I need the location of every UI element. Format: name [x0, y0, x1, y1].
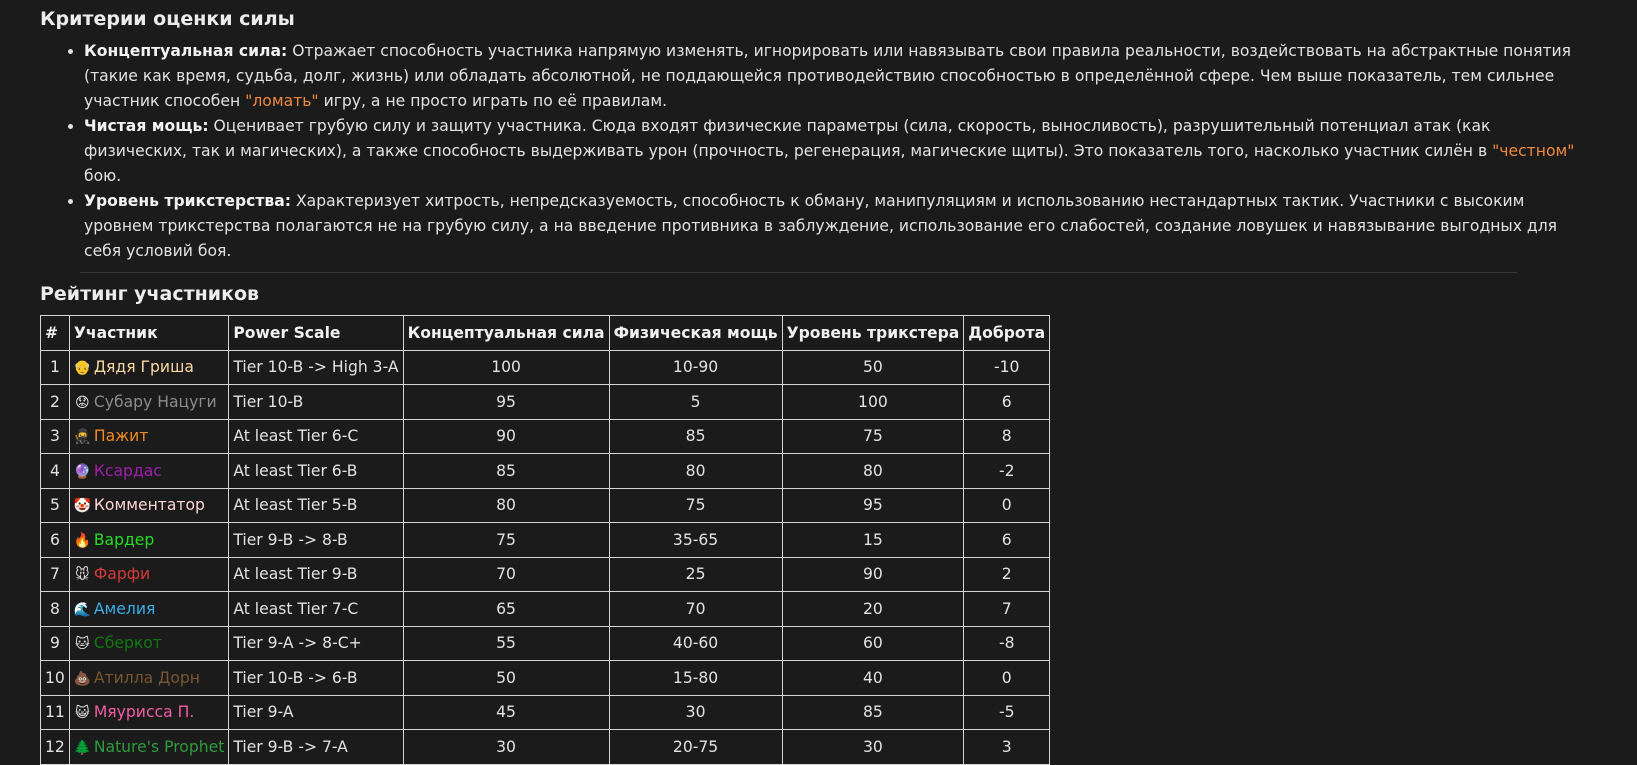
table-row: [41, 385, 1050, 420]
participant-name: Пажит: [93, 427, 149, 446]
participant-name: Дядя Гриша: [93, 358, 194, 377]
cell-participant: [69, 661, 228, 696]
poop-icon: 💩: [73, 670, 92, 687]
cell-kindness: 6: [964, 523, 1050, 558]
cell-participant: [69, 454, 228, 489]
cell-power-scale: Tier 9-B -> 7-A: [229, 730, 403, 765]
cell-participant: [69, 695, 228, 730]
mouse-icon: 🐭: [75, 567, 90, 584]
col-header-num: #: [41, 316, 70, 351]
cell-participant: [69, 385, 228, 420]
tree-icon: 🌲: [73, 739, 92, 756]
cell-physical: 30: [609, 695, 782, 730]
cell-trickster: 75: [782, 419, 964, 454]
cell-num: 2: [41, 385, 70, 420]
cell-participant: [69, 626, 228, 661]
participant-name: Nature's Prophet: [93, 737, 225, 756]
col-header-physical: Физическая мощь: [609, 316, 782, 351]
cat-face-icon: 😺: [75, 705, 90, 722]
cell-power-scale: At least Tier 9-B: [229, 557, 403, 592]
criteria-text-end: игру, а не просто играть по её правилам.: [318, 92, 668, 110]
cell-conceptual: 85: [403, 454, 609, 489]
cell-conceptual: 70: [403, 557, 609, 592]
cell-conceptual: 90: [403, 419, 609, 454]
cell-conceptual: 100: [403, 350, 609, 385]
criteria-item: [84, 189, 1597, 264]
cell-trickster: 90: [782, 557, 964, 592]
cell-participant: [69, 350, 228, 385]
criteria-item: [84, 39, 1597, 114]
cell-conceptual: 65: [403, 592, 609, 627]
criteria-highlight: "ломать": [245, 92, 319, 110]
participant-name: Ксардас: [93, 461, 162, 480]
cell-physical: 15-80: [609, 661, 782, 696]
cell-kindness: 2: [964, 557, 1050, 592]
cell-power-scale: Tier 10-B -> 6-B: [229, 661, 403, 696]
rating-heading: Рейтинг участников: [40, 283, 260, 305]
cell-kindness: -8: [964, 626, 1050, 661]
table-row: [41, 661, 1050, 696]
old-man-icon: 👴: [73, 360, 92, 377]
table-row: [41, 419, 1050, 454]
criteria-text: Отражает способность участника напрямую изменять, игнорировать или навязывать свои правила реальности, воздействовать на абстрактные понятия (такие как время, судьба, долг, жизнь) или обладать абсолютной, не поддающейся противодействию способностью в определённой сфере. Чем выше показатель, тем сильнее участник способен: [84, 42, 1572, 110]
table-row: [41, 592, 1050, 627]
cell-trickster: 30: [782, 730, 964, 765]
participant-name: Вардер: [93, 530, 155, 549]
participant-name: Фарфи: [93, 565, 151, 584]
cell-physical: 40-60: [609, 626, 782, 661]
cell-trickster: 100: [782, 385, 964, 420]
cell-kindness: 0: [964, 488, 1050, 523]
crystal-ball-icon: 🔮: [73, 463, 92, 480]
cell-conceptual: 50: [403, 661, 609, 696]
cell-num: 4: [41, 454, 70, 489]
participant-name: Атилла Дорн: [93, 668, 200, 687]
wave-icon: 🌊: [73, 601, 92, 618]
participant-name: Амелия: [93, 599, 156, 618]
table-row: [41, 626, 1050, 661]
cell-participant: [69, 730, 228, 765]
col-header-power-scale: Power Scale: [229, 316, 403, 351]
cell-trickster: 15: [782, 523, 964, 558]
cell-trickster: 80: [782, 454, 964, 489]
section-divider: [80, 272, 1517, 273]
cell-participant: [69, 419, 228, 454]
cell-trickster: 60: [782, 626, 964, 661]
col-header-conceptual: Концептуальная сила: [403, 316, 609, 351]
cell-trickster: 40: [782, 661, 964, 696]
cell-num: 12: [41, 730, 70, 765]
cell-trickster: 50: [782, 350, 964, 385]
cell-kindness: -10: [964, 350, 1050, 385]
cell-conceptual: 80: [403, 488, 609, 523]
cat-icon: 🐱: [75, 636, 90, 653]
cell-num: 11: [41, 695, 70, 730]
cell-power-scale: Tier 9-B -> 8-B: [229, 523, 403, 558]
ninja-icon: 🥷: [73, 429, 92, 446]
cell-num: 1: [41, 350, 70, 385]
col-header-kindness: Доброта: [964, 316, 1050, 351]
criteria-term: Уровень трикстерства:: [84, 192, 292, 210]
criteria-term: Чистая мощь:: [84, 117, 209, 135]
col-header-trickster: Уровень трикстера: [782, 316, 964, 351]
cell-participant: [69, 523, 228, 558]
cell-kindness: 7: [964, 592, 1050, 627]
clown-icon: 🤡: [73, 498, 92, 515]
criteria-text: Характеризует хитрость, непредсказуемость, способность к обману, манипуляциям и использованию нестандартных тактик. Участники с высоким уровнем трикстерства полагаются не на грубую силу, а на введение противника в заблуждение, использование его слабостей, создание ловушек и навязывание выгодных для себя условий боя.: [84, 192, 1558, 260]
table-row: [41, 695, 1050, 730]
table-row: [41, 488, 1050, 523]
cell-conceptual: 95: [403, 385, 609, 420]
cell-participant: [69, 488, 228, 523]
criteria-term: Концептуальная сила:: [84, 42, 288, 60]
participant-name: Сберкот: [93, 634, 162, 653]
cell-physical: 70: [609, 592, 782, 627]
cell-power-scale: Tier 10-B: [229, 385, 403, 420]
participant-name: Мяурисса П.: [93, 703, 195, 722]
cell-kindness: 0: [964, 661, 1050, 696]
table-header-row: [41, 316, 1050, 351]
cell-conceptual: 45: [403, 695, 609, 730]
criteria-heading: Критерии оценки силы: [40, 8, 295, 30]
cell-conceptual: 55: [403, 626, 609, 661]
cell-power-scale: Tier 10-B -> High 3-A: [229, 350, 403, 385]
table-row: [41, 523, 1050, 558]
cell-num: 5: [41, 488, 70, 523]
cell-trickster: 20: [782, 592, 964, 627]
table-row: [41, 730, 1050, 765]
cell-num: 9: [41, 626, 70, 661]
cell-kindness: 3: [964, 730, 1050, 765]
rating-table: [40, 315, 1050, 765]
worried-face-icon: 😟: [75, 394, 90, 411]
cell-physical: 85: [609, 419, 782, 454]
cell-power-scale: Tier 9-A: [229, 695, 403, 730]
criteria-item: [84, 114, 1597, 189]
cell-num: 8: [41, 592, 70, 627]
cell-conceptual: 30: [403, 730, 609, 765]
cell-power-scale: At least Tier 6-B: [229, 454, 403, 489]
cell-power-scale: At least Tier 6-C: [229, 419, 403, 454]
cell-physical: 10-90: [609, 350, 782, 385]
participant-name: Субару Нацуги: [93, 392, 217, 411]
table-row: [41, 557, 1050, 592]
criteria-text-end: бою.: [84, 167, 122, 185]
cell-physical: 25: [609, 557, 782, 592]
cell-physical: 20-75: [609, 730, 782, 765]
cell-conceptual: 75: [403, 523, 609, 558]
cell-num: 7: [41, 557, 70, 592]
table-row: [41, 350, 1050, 385]
cell-kindness: 6: [964, 385, 1050, 420]
cell-physical: 80: [609, 454, 782, 489]
cell-physical: 5: [609, 385, 782, 420]
cell-kindness: -2: [964, 454, 1050, 489]
criteria-highlight: "честном": [1492, 142, 1575, 160]
table-row: [41, 454, 1050, 489]
cell-participant: [69, 557, 228, 592]
cell-trickster: 95: [782, 488, 964, 523]
cell-num: 6: [41, 523, 70, 558]
cell-power-scale: At least Tier 5-B: [229, 488, 403, 523]
cell-power-scale: At least Tier 7-C: [229, 592, 403, 627]
cell-num: 3: [41, 419, 70, 454]
cell-participant: [69, 592, 228, 627]
col-header-participant: Участник: [69, 316, 228, 351]
fire-icon: 🔥: [73, 532, 92, 549]
cell-physical: 75: [609, 488, 782, 523]
criteria-text: Оценивает грубую силу и защиту участника. Сюда входят физические параметры (сила, скорость, выносливость), разрушительный потенциал атак (как физических, так и магических), а также способность выдерживать урон (прочность, регенерация, магические щиты). Это показатель того, насколько участник силён в: [84, 117, 1493, 160]
cell-power-scale: Tier 9-A -> 8-C+: [229, 626, 403, 661]
cell-kindness: 8: [964, 419, 1050, 454]
cell-physical: 35-65: [609, 523, 782, 558]
cell-kindness: -5: [964, 695, 1050, 730]
cell-trickster: 85: [782, 695, 964, 730]
participant-name: Комментатор: [93, 496, 205, 515]
cell-num: 10: [41, 661, 70, 696]
criteria-list: [40, 39, 1597, 264]
